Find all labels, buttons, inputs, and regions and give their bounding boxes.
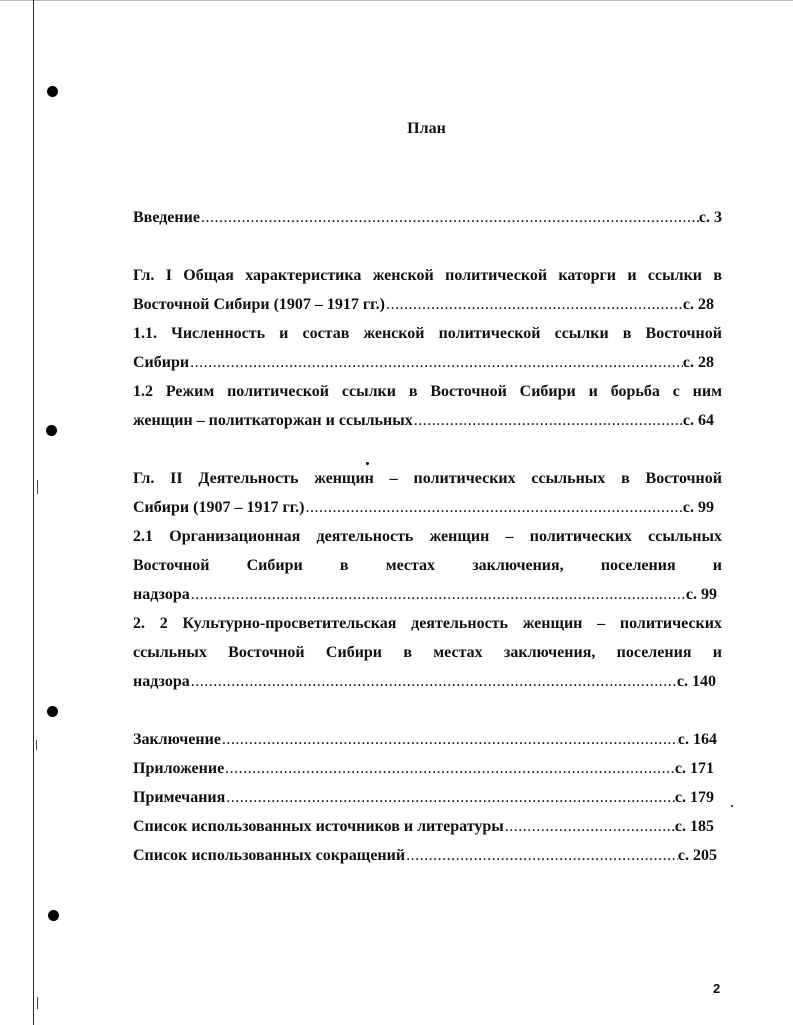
binder-hole-4 [48,910,59,921]
toc-entry-s22 [133,667,722,696]
leader-dots [225,783,675,812]
page-number: 2 [713,981,721,996]
toc-entry-label: Заключение [133,731,221,748]
toc-entry-page: с. 28 [682,296,714,313]
toc-entry-s11-line1: 1.1. Численность и состав женской политической ссылки в Восточной [133,325,722,342]
toc-entry-conclusion [133,725,722,754]
scan-top-edge [0,0,793,1]
toc-entry-s11 [133,348,722,377]
leader-dots [385,290,683,319]
toc-entry-label: Примечания [133,789,226,806]
scan-speck [731,805,733,807]
toc-entry-ch1-line1: Гл. I Общая характеристика женской политической каторги и ссылки в [133,267,722,284]
toc-entry-s22-line2: ссыльных Восточной Сибири в местах заключения, поселения и [133,644,722,661]
table-of-contents [133,203,722,870]
toc-entry-page: с. 185 [674,818,714,835]
leader-dots [405,841,678,870]
binder-hole-3 [47,706,58,717]
toc-entry-label: Восточной Сибири (1907 – 1917 гг.) [133,296,385,313]
toc-entry-page: с. 99 [685,586,717,603]
leader-dots [189,348,683,377]
leader-dots [190,580,686,609]
toc-entry-page: с. 64 [682,412,714,429]
toc-entry-page: с. 3 [698,209,722,226]
toc-entry-appendix [133,754,722,783]
toc-entry-page: с. 171 [674,760,714,777]
binder-hole-2 [46,425,57,436]
binder-hole-1 [47,86,58,97]
toc-entry-ch1 [133,290,722,319]
toc-entry-label: Список использованных источников и литературы [133,818,504,835]
leader-dots [200,203,699,232]
scan-mark [37,997,38,1009]
toc-entry-sources [133,812,722,841]
toc-entry-s21-line2: Восточной Сибири в местах заключения, поселения и [133,557,722,574]
toc-entry-page: с. 140 [676,673,716,690]
toc-entry-intro [133,203,722,232]
toc-entry-s22-line1: 2. 2 Культурно-просветительская деятельность женщин – политических [133,615,722,632]
toc-entry-page: с. 179 [674,789,714,806]
toc-entry-page: с. 99 [682,499,714,516]
toc-entry-label: Сибири [133,354,190,371]
toc-entry-s21-line1: 2.1 Организационная деятельность женщин – политических ссыльных [133,528,722,545]
leader-dots [413,406,683,435]
toc-entry-label: надзора [133,586,190,603]
toc-entry-s12-line1: 1.2 Режим политической ссылки в Восточной Сибири и борьба с ним [133,383,722,400]
leader-dots [190,667,677,696]
toc-entry-ch2-line1: Гл. II Деятельность женщин – политических ссыльных в Восточной [133,470,722,487]
toc-entry-label: Список использованных сокращений [133,847,406,864]
toc-entry-page: с. 28 [682,354,714,371]
toc-entry-notes [133,783,722,812]
toc-entry-s12 [133,406,722,435]
leader-dots [221,725,678,754]
toc-entry-abbreviations [133,841,722,870]
scan-mark [37,480,38,494]
scan-mark [36,740,37,750]
toc-entry-label: Приложение [133,760,225,777]
toc-entry-label: Введение [133,209,200,226]
toc-entry-label: Сибири (1907 – 1917 гг.) [133,499,305,516]
leader-dots [224,754,675,783]
toc-entry-label: надзора [133,673,190,690]
toc-entry-s21 [133,580,722,609]
toc-entry-page: с. 205 [677,847,717,864]
toc-entry-label: женщин – политкаторжан и ссыльных [133,412,413,429]
page-title: План [407,120,446,137]
leader-dots [504,812,675,841]
scan-left-edge [33,0,34,1025]
toc-entry-page: с. 164 [677,731,717,748]
leader-dots [305,493,683,522]
toc-entry-ch2 [133,493,722,522]
